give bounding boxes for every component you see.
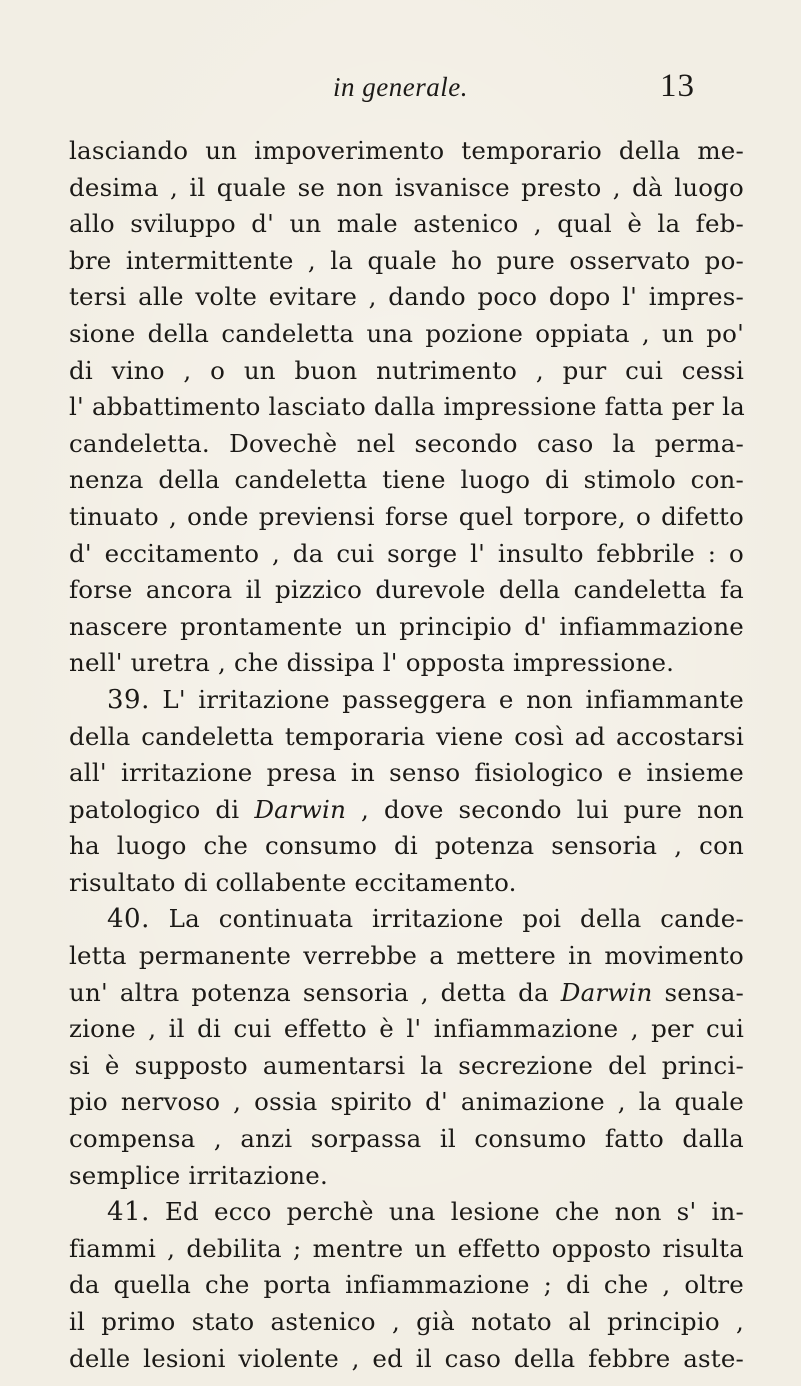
text-line: forse ancora il pizzico durevole della candeletta fa — [69, 575, 744, 605]
text-line: nell' uretra , che dissipa l' opposta impressione. — [69, 648, 675, 678]
section-line-41: 41. Ed ecco perchè una lesione che non s' in- — [107, 1197, 744, 1228]
text-line: l' abbattimento lasciato dalla impressione fatta per la — [69, 392, 745, 422]
text-line: desima , il quale se non isvanisce presto , dà luogo — [69, 172, 744, 202]
text-line: nascere prontamente un principio d' infiammazione — [69, 611, 744, 641]
text-line: d' eccitamento , da cui sorge l' insulto febbrile : o — [69, 538, 744, 568]
text-line: un' altra potenza sensoria , detta da Darwin sensa- — [69, 977, 744, 1007]
section-number: 40. — [107, 904, 150, 935]
text-line: compensa , anzi sorpassa il consumo fatto dalla — [69, 1124, 744, 1154]
text-line: della candeletta temporaria viene così ad accostarsi — [69, 721, 744, 751]
text-line: tersi alle volte evitare , dando poco dopo l' impres- — [69, 282, 744, 312]
author-name: Darwin — [560, 977, 653, 1007]
text-line: patologico di Darwin , dove secondo lui pure non — [69, 794, 744, 824]
text-line: letta permanente verrebbe a mettere in movimento — [69, 941, 744, 971]
running-title: in generale. — [333, 72, 468, 102]
text-line: pio nervoso , ossia spirito d' animazione , la quale — [69, 1087, 744, 1117]
page-number: 13 — [660, 68, 695, 104]
text-line: lasciando un impoverimento temporario della me- — [69, 136, 744, 165]
text-line: nenza della candeletta tiene luogo di stimolo con- — [69, 465, 744, 495]
running-head — [0, 68, 801, 112]
text-line: allo sviluppo d' un male astenico , qual è la feb- — [69, 209, 744, 239]
text-line: all' irritazione presa in senso fisiologico e insieme — [69, 758, 744, 788]
section-line-39: 39. L' irritazione passeggera e non infiammante — [107, 684, 744, 715]
text-line: bre intermittente , la quale ho pure osservato po- — [69, 245, 744, 275]
text-line: si è supposto aumentarsi la secrezione del princi- — [69, 1050, 744, 1080]
text-line: fiammi , debilita ; mentre un effetto opposto risulta — [69, 1233, 744, 1263]
text-line: il primo stato astenico , già notato al principio , — [69, 1307, 744, 1336]
text-line: risultato di collabente eccitamento. — [69, 867, 517, 897]
text-line: di vino , o un buon nutrimento , pur cui cessi — [69, 355, 744, 385]
section-line-40: 40. La continuata irritazione poi della cande- — [107, 904, 744, 935]
body-text — [69, 133, 744, 1377]
section-number: 39. — [107, 684, 150, 715]
text-line: tinuato , onde previensi forse quel torpore, o difetto — [69, 501, 744, 531]
text-line: ha luogo che consumo di potenza sensoria , con — [69, 831, 744, 861]
text-line: da quella che porta infiammazione ; di che , oltre — [69, 1270, 744, 1300]
text-line: candeletta. Dovechè nel secondo caso la perma- — [69, 428, 744, 458]
text-line: semplice irritazione. — [69, 1160, 328, 1190]
text-line: zione , il di cui effetto è l' infiammazione , per cui — [69, 1014, 744, 1044]
text-line: delle lesioni violente , ed il caso della febbre aste- — [69, 1343, 744, 1373]
author-name: Darwin — [254, 794, 347, 824]
section-number: 41. — [107, 1197, 150, 1228]
text-line: sione della candeletta una pozione oppiata , un po' — [69, 318, 744, 348]
